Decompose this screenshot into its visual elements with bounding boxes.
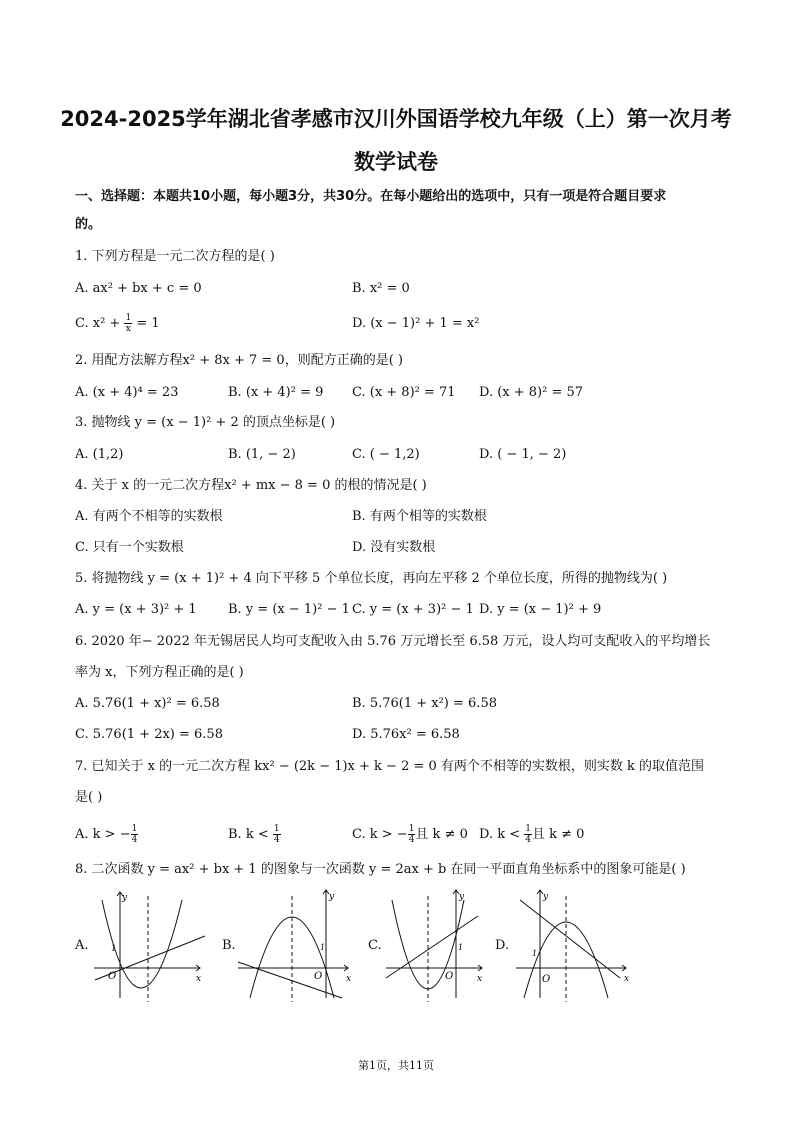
origin-label: O (542, 974, 551, 985)
q7-stem-cont: 是( ) (75, 790, 103, 805)
axis-y-label: y (543, 892, 549, 902)
graph-c (382, 886, 494, 1006)
q6-stem: 6. 2020 年− 2022 年无锡居民人均可支配收入由 5.76 万元增长至 6.58 万元，设人均可支配收入的平均增长 (75, 634, 711, 649)
one-label: 1 (532, 949, 538, 958)
q4-option-b: B. 有两个相等的实数根 (352, 509, 487, 524)
graph-label-c: C. (368, 938, 382, 953)
q2-option-b: B. (x + 4)² = 9 (228, 385, 324, 400)
fraction: $\frac{1}{4}$ (408, 824, 415, 845)
line (386, 916, 478, 978)
q5-option-c: C. y = (x + 3)² − 1 (352, 602, 474, 617)
fraction: $\frac{1}{4}$ (525, 824, 531, 845)
q2-stem: 2. 用配方法解方程x² + 8x + 7 = 0，则配方正确的是( ) (75, 353, 403, 368)
axis-x-label: x (346, 974, 352, 984)
q7-option-b: B. k < $\frac{1}{4}$ (228, 824, 280, 845)
axis-y-label: y (459, 892, 465, 902)
graph-d (512, 886, 634, 1006)
q3-option-d: D. ( − 1, − 2) (479, 447, 567, 462)
axis-y-label: y (329, 892, 335, 902)
axis-y-label: y (122, 893, 128, 903)
q1-option-c (75, 313, 160, 334)
graph-label-a: A. (75, 938, 89, 953)
graph-label-b: B. (222, 938, 236, 953)
q5-option-b: B. y = (x − 1)² − 1 (228, 602, 350, 617)
q1-c-post: = 1 (132, 316, 160, 331)
fraction: $\frac{1}{4}$ (273, 824, 280, 845)
q1-c-pre: C. x² + (75, 316, 125, 331)
q6-option-b: B. 5.76(1 + x²) = 6.58 (352, 696, 497, 711)
one-label: 1 (111, 944, 117, 953)
q5-option-d: D. y = (x − 1)² + 9 (479, 602, 602, 617)
q5-option-a: A. y = (x + 3)² + 1 (75, 602, 197, 617)
line (520, 900, 620, 978)
section-heading-cont: 的。 (75, 217, 102, 232)
q7-option-c: C. k > − $\frac{1}{4}$ 且 k ≠ 0 (352, 824, 468, 845)
q4-option-d: D. 没有实数根 (352, 540, 436, 555)
origin-label: O (108, 971, 117, 982)
q3-option-a: A. (1,2) (75, 447, 124, 462)
q5-stem: 5. 将抛物线 y = (x + 1)² + 4 向下平移 5 个单位长度，再向左平移 2 个单位长度，所得的抛物线为( ) (75, 571, 668, 586)
graph-label-d: D. (495, 938, 510, 953)
q1-option-d: D. (x − 1)² + 1 = x² (352, 316, 480, 331)
origin-label: O (445, 971, 454, 982)
q7-option-d: D. k < $\frac{1}{4}$ 且 k ≠ 0 (479, 824, 585, 845)
q3-option-c: C. ( − 1,2) (352, 447, 420, 462)
q6-stem-cont: 率为 x，下列方程正确的是( ) (75, 665, 244, 680)
one-label: 1 (458, 943, 464, 952)
q2-option-a: A. (x + 4)⁴ = 23 (75, 385, 179, 400)
q6-option-a: A. 5.76(1 + x)² = 6.58 (75, 696, 220, 711)
q2-option-c: C. (x + 8)² = 71 (352, 385, 456, 400)
graph-b (234, 886, 356, 1006)
section-heading: 一、选择题：本题共10小题，每小题3分，共30分。在每小题给出的选项中，只有一项是符合题目要求 (75, 189, 667, 204)
page-title: 2024-2025学年湖北省孝感市汉川外国语学校九年级（上）第一次月考 (60, 107, 732, 131)
q1-option-a: A. ax² + bx + c = 0 (75, 281, 202, 296)
q7-option-a: A. k > − $\frac{1}{4}$ (75, 824, 138, 845)
origin-label: O (314, 971, 323, 982)
fraction: $\frac{1}{x}$ (125, 313, 132, 334)
q3-option-b: B. (1, − 2) (228, 447, 296, 462)
q3-stem: 3. 抛物线 y = (x − 1)² + 2 的顶点坐标是( ) (75, 415, 336, 430)
one-label: 1 (320, 943, 326, 952)
fraction: $\frac{1}{4}$ (131, 824, 138, 845)
q2-option-d: D. (x + 8)² = 57 (479, 385, 584, 400)
q8-stem: 8. 二次函数 y = ax² + bx + 1 的图象与一次函数 y = 2ax + b 在同一平面直角坐标系中的图象可能是( ) (75, 862, 686, 877)
axis-x-label: x (196, 974, 202, 984)
axis-x-label: x (477, 974, 483, 984)
q4-option-c: C. 只有一个实数根 (75, 540, 184, 555)
q6-option-d: D. 5.76x² = 6.58 (352, 727, 460, 742)
q6-option-c: C. 5.76(1 + 2x) = 6.58 (75, 727, 223, 742)
q1-option-b: B. x² = 0 (352, 281, 410, 296)
q4-stem: 4. 关于 x 的一元二次方程x² + mx − 8 = 0 的根的情况是( ) (75, 478, 427, 493)
q4-option-a: A. 有两个不相等的实数根 (75, 509, 223, 524)
q1-stem: 1. 下列方程是一元二次方程的是( ) (75, 249, 275, 264)
graph-a (90, 886, 210, 1006)
q7-stem: 7. 已知关于 x 的一元二次方程 kx² − (2k − 1)x + k − 2 = 0 有两个不相等的实数根，则实数 k 的取值范围 (75, 759, 705, 774)
page-footer: 第1页，共11页 (358, 1059, 434, 1072)
page-subtitle: 数学试卷 (354, 150, 438, 174)
axis-x-label: x (624, 974, 630, 984)
parabola (250, 917, 334, 998)
